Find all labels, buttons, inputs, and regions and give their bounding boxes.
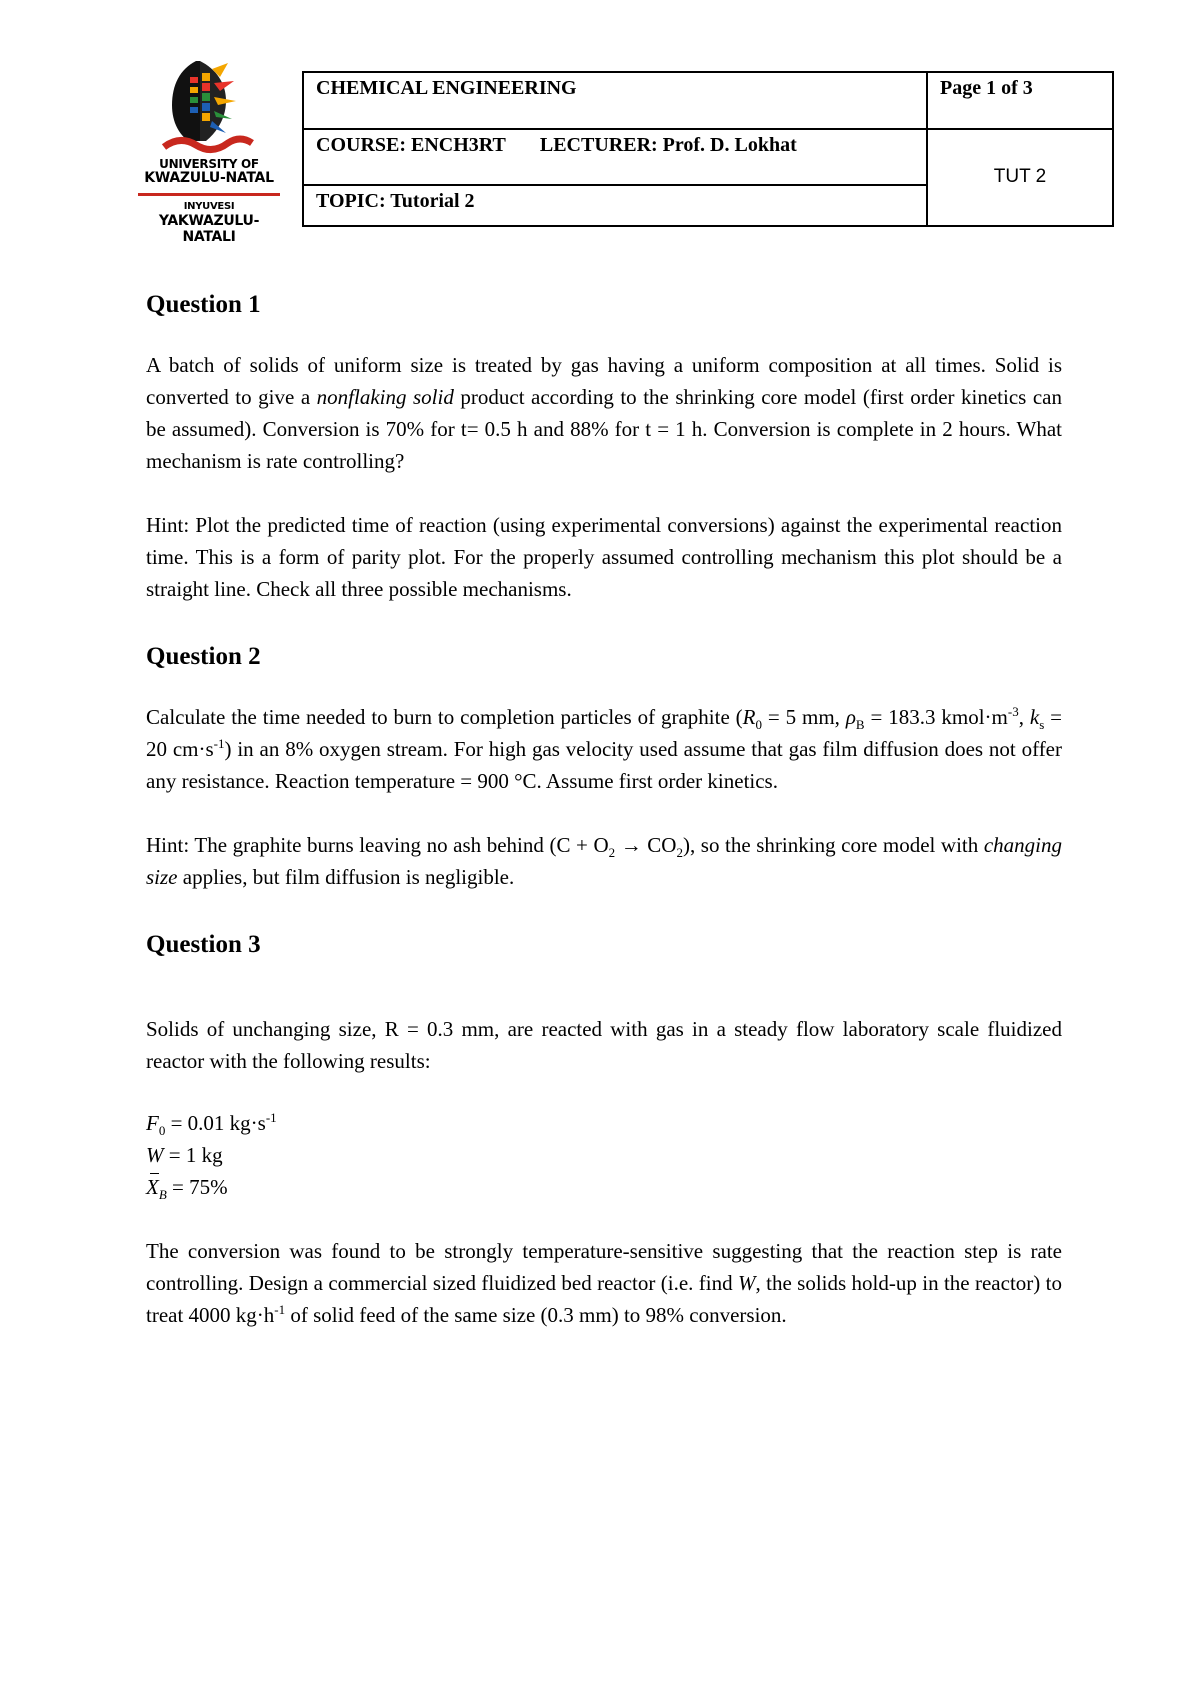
course-cell bbox=[303, 129, 927, 186]
page-number-cell: Page 1 of 3 bbox=[927, 72, 1113, 129]
question-1-text: A batch of solids of uniform size is treated by gas having a uniform composition at all times. Solid is converted to give a nonflaking solid product according to the shrinking core model (first order kinetics can be assumed). Conversion is 70% for t= 0.5 h and 88% for t = 1 h. Conversion is complete in 2 hours. What mechanism is rate controlling? bbox=[146, 353, 1062, 473]
question-1-title: Question 1 bbox=[146, 291, 261, 318]
course-code: COURSE: ENCH3RT bbox=[316, 133, 506, 156]
question-2-title: Question 2 bbox=[146, 643, 261, 670]
weight-line: W = 1 kg bbox=[146, 1143, 223, 1167]
question-3-text: Solids of unchanging size, R = 0.3 mm, are reacted with gas in a steady flow laboratory scale fluidized reactor with the following results: bbox=[146, 1017, 1062, 1073]
tut-number-cell: TUT 2 bbox=[927, 129, 1113, 226]
department-cell: CHEMICAL ENGINEERING bbox=[303, 72, 927, 129]
logo-line-2: KWAZULU-NATAL bbox=[144, 170, 274, 186]
logo-line-4: YAKWAZULU-NATALI bbox=[158, 213, 260, 245]
university-logo bbox=[136, 55, 282, 245]
feed-rate-line: $F_0 = 0.01$ $kg\cdot s^{-1}$ bbox=[146, 1110, 277, 1139]
logo-line-1: UNIVERSITY OF bbox=[159, 157, 259, 171]
conversion-line: $X_B = 75\%$ bbox=[146, 1171, 1062, 1203]
logo-line-3: INYUVESI bbox=[183, 201, 235, 212]
header-table bbox=[302, 71, 1114, 227]
logo-divider bbox=[138, 193, 280, 196]
question-2-hint: Hint: The graphite burns leaving no ash behind $(C + O_2 \to CO_2)$, so the shrinking core model with changing size applies, but film diffusion is negligible. bbox=[146, 833, 1062, 889]
ukzn-emblem-icon bbox=[136, 55, 282, 155]
document-body bbox=[146, 285, 1062, 1331]
question-2-text: Calculate the time needed to burn to completion particles of graphite ($R_0 = 5$ mm, $\rho_B = 183.3$ $kmol\cdot m^{-3}$, $k_s = 20$ $cm\cdot s^{-1}$) in an 8% oxygen stream. For high gas velocity used assume that gas film diffusion does not offer any resistance. Reaction temperature = 900 °C. Assume first order kinetics. bbox=[146, 704, 1063, 793]
lecturer-name: LECTURER: Prof. D. Lokhat bbox=[539, 133, 797, 156]
topic-cell: TOPIC: Tutorial 2 bbox=[303, 185, 927, 226]
question-3-title: Question 3 bbox=[146, 931, 261, 958]
question-3-task: The conversion was found to be strongly temperature-sensitive suggesting that the reaction step is rate controlling. Design a commercial sized fluidized bed reactor (i.e. find W, the solids hold-up in the reactor) to treat 4000 $kg\cdot h^{-1}$ of solid feed of the same size (0.3 mm) to 98% conversion. bbox=[146, 1239, 1062, 1327]
question-1-hint: Hint: Plot the predicted time of reaction (using experimental conversions) against the experimental reaction time. This is a form of parity plot. For the properly assumed controlling mechanism this plot should be a straight line. Check all three possible mechanisms. bbox=[146, 513, 1062, 601]
